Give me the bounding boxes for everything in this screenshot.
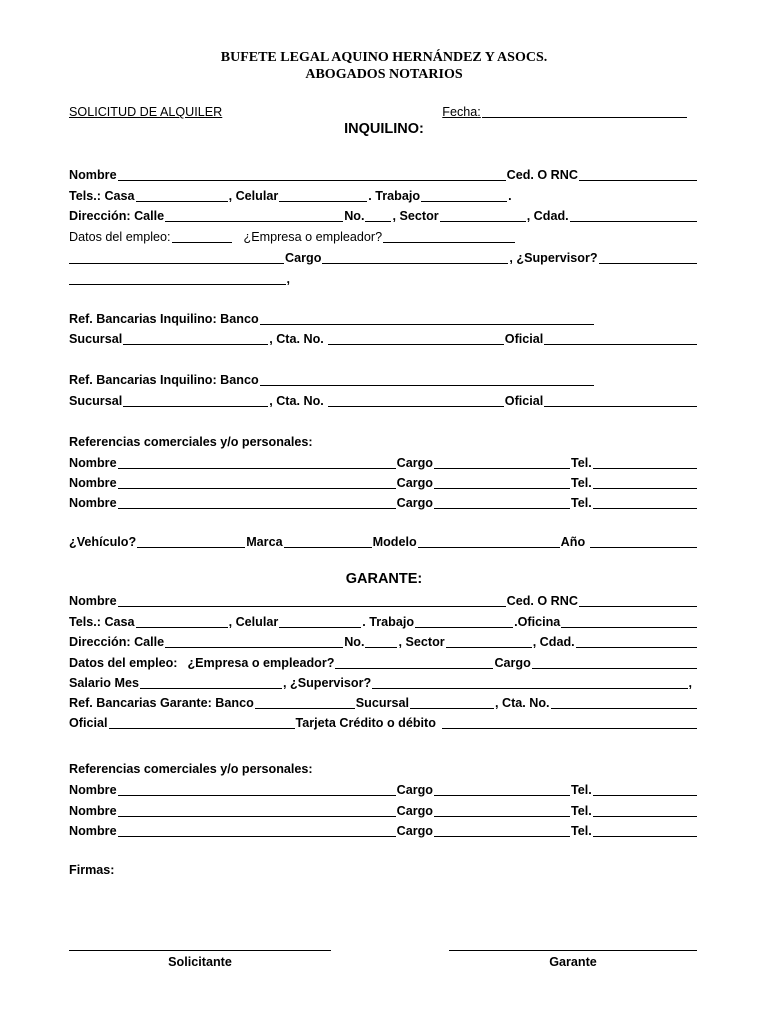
label: Tels.: Casa [69,615,135,629]
label: Nombre [69,804,117,818]
inq-sucursal-1-row [69,328,698,346]
garante-label: Garante [549,955,597,969]
inquilino-heading: INQUILINO: [344,121,424,137]
label: Tel. [570,824,592,838]
inq-vehiculo-row [69,531,698,549]
inq-vehiculo-field[interactable] [137,535,245,548]
label: Año [560,535,586,549]
inq-ref-banc-2-row [69,369,595,387]
gar-ref-tel-field[interactable] [593,804,697,817]
garante-signature-line[interactable] [449,950,697,951]
inq-sucursal-1-field[interactable] [123,332,268,345]
label: Tels.: Casa [69,189,135,203]
inq-supervisor-cont-field[interactable] [69,272,286,285]
label: Nombre [69,476,117,490]
label: Oficial [69,716,108,730]
gar-ref-nombre-field[interactable] [118,804,396,817]
gar-trabajo-field[interactable] [415,615,513,628]
inq-empleo-field[interactable] [172,230,232,243]
label: , Cdad. [526,209,569,223]
label: Tel. [570,804,592,818]
label: , Celular [228,189,279,203]
gar-tarjeta-field[interactable] [442,716,697,729]
gar-ref-nombre-field[interactable] [118,783,396,796]
inq-ced-field[interactable] [579,168,697,181]
garante-heading: GARANTE: [345,571,423,587]
label: , Sector [392,209,439,223]
label: Marca [246,535,283,549]
label: Tel. [570,496,592,510]
label: Modelo [372,535,417,549]
table-row [69,472,698,490]
label: Ced. O RNC [506,594,578,608]
inq-cdad-field[interactable] [570,209,697,222]
inq-ref-nombre-field[interactable] [118,456,396,469]
gar-sector-field[interactable] [446,635,532,648]
label: No. [344,635,365,649]
title-row [69,101,688,119]
inq-empresa-field[interactable] [383,230,515,243]
label: Sucursal [69,394,123,408]
label: Sucursal [355,696,409,710]
gar-oficial-row [69,712,698,730]
inq-banco-2-field[interactable] [260,373,594,386]
gar-cargo-field[interactable] [532,656,697,669]
inq-supervisor-field[interactable] [599,251,697,264]
label: , Cta. No. [494,696,550,710]
inq-oficial-1-field[interactable] [544,332,697,345]
label: Nombre [69,456,117,470]
inq-tels-row [69,185,698,203]
gar-nombre-field[interactable] [118,594,506,607]
inq-ref-nombre-field[interactable] [118,476,396,489]
inq-no-field[interactable] [365,209,391,222]
inq-oficial-2-field[interactable] [544,394,697,407]
inq-supervisor-cont-row [69,268,290,286]
label: . Trabajo [368,189,421,203]
label: Tel. [570,476,592,490]
gar-ref-cargo-field[interactable] [434,824,570,837]
label: Nombre [69,824,117,838]
label: Oficial [504,394,544,408]
label: , ¿Supervisor? [283,676,372,690]
label: Datos del empleo: [69,656,178,670]
label: , Celular [228,615,279,629]
gar-ref-cargo-field[interactable] [434,804,570,817]
label: Tel. [570,783,592,797]
gar-sucursal-field[interactable] [410,696,494,709]
label: No. [344,209,365,223]
inq-marca-field[interactable] [284,535,372,548]
gar-cdad-field[interactable] [576,635,697,648]
firmas-heading [69,859,698,877]
label: ¿Empresa o empleador? [243,230,383,244]
label: Nombre [69,168,117,182]
label: , [688,676,692,690]
label: Nombre [69,783,117,797]
label: Referencias comerciales y/o personales: [69,435,313,449]
solicitante-signature-line[interactable] [69,950,331,951]
inq-ref-tel-field[interactable] [593,476,697,489]
label: Cargo [396,824,433,838]
gar-direccion-row [69,631,698,649]
label: Nombre [69,496,117,510]
gar-ced-field[interactable] [579,594,697,607]
table-row [69,800,698,818]
label: Cargo [396,496,433,510]
gar-ref-tel-field[interactable] [593,783,697,796]
label: Tel. [570,456,592,470]
label: , Cta. No. [269,394,324,408]
gar-salario-field[interactable] [140,676,282,689]
table-row [69,779,698,797]
label: , Cta. No. [269,332,324,346]
label: . [508,189,512,203]
label: Dirección: Calle [69,209,165,223]
label: , Cdad. [532,635,575,649]
inq-anio-field[interactable] [590,535,697,548]
inq-cargo-field[interactable] [322,251,508,264]
label: . Trabajo [362,615,415,629]
inq-sector-field[interactable] [440,209,526,222]
label: Cargo [396,783,433,797]
gar-nombre-row [69,590,698,608]
label: , Sector [398,635,445,649]
table-row [69,452,698,470]
label: Ced. O RNC [506,168,578,182]
inq-nombre-field[interactable] [118,168,506,181]
label: Nombre [69,594,117,608]
gar-celular-field[interactable] [279,615,361,628]
table-row [69,820,698,838]
label: ¿Empresa o empleador? [187,656,335,670]
firm-name: BUFETE LEGAL AQUINO HERNÁNDEZ Y ASOCS. [220,50,548,65]
label: Ref. Bancarias Inquilino: Banco [69,373,259,387]
inq-ref-banc-1-row [69,308,595,326]
gar-no-field[interactable] [365,635,397,648]
inq-trabajo-field[interactable] [421,189,507,202]
inq-nombre-row [69,164,698,182]
label: , [286,272,290,286]
gar-ref-cargo-field[interactable] [434,783,570,796]
gar-salario-row [69,672,692,690]
gar-oficina-field[interactable] [561,615,697,628]
gar-banco-field[interactable] [255,696,355,709]
inq-ref-cargo-field[interactable] [434,496,570,509]
label: Tarjeta Crédito o débito [295,716,436,730]
label: Dirección: Calle [69,635,165,649]
solicitante-label: Solicitante [168,955,232,969]
inq-empleo-row [69,226,516,244]
inq-ref-cargo-field[interactable] [434,476,570,489]
gar-ref-tel-field[interactable] [593,824,697,837]
gar-oficial-field[interactable] [109,716,295,729]
gar-ref-com-heading [69,758,698,776]
gar-empresa-field[interactable] [335,656,493,669]
inq-cta-2-field[interactable] [328,394,504,407]
inq-ref-tel-field[interactable] [593,496,697,509]
inq-banco-1-field[interactable] [260,312,594,325]
gar-supervisor-field[interactable] [372,676,687,689]
inq-cargo-row [69,247,698,265]
gar-ref-nombre-field[interactable] [118,824,396,837]
inq-cta-1-field[interactable] [328,332,504,345]
label: Ref. Bancarias Inquilino: Banco [69,312,259,326]
gar-calle-field[interactable] [165,635,343,648]
inq-ref-nombre-field[interactable] [118,496,396,509]
label: .Oficina [514,615,561,629]
inq-sucursal-2-row [69,390,698,408]
label: Cargo [396,456,433,470]
label: Referencias comerciales y/o personales: [69,762,313,776]
label: Cargo [494,656,531,670]
inq-calle-field[interactable] [165,209,343,222]
inq-ref-cargo-field[interactable] [434,456,570,469]
inq-ref-com-heading [69,431,698,449]
label: Cargo [396,804,433,818]
gar-empleo-row [69,652,698,670]
label: Ref. Bancarias Garante: Banco [69,696,254,710]
label: Sucursal [69,332,123,346]
label: Datos del empleo: [69,230,171,244]
label: Firmas: [69,863,115,877]
inq-direccion-row [69,205,698,223]
fecha-field[interactable] [482,105,687,118]
gar-tels-row [69,611,698,629]
table-row [69,492,698,510]
gar-cta-field[interactable] [551,696,697,709]
inq-sucursal-2-field[interactable] [123,394,268,407]
inq-ref-tel-field[interactable] [593,456,697,469]
label: , ¿Supervisor? [509,251,598,265]
form-title: SOLICITUD DE ALQUILER [69,105,223,119]
gar-ref-banc-row [69,692,698,710]
inq-celular-field[interactable] [279,189,367,202]
label: Cargo [285,251,322,265]
label: Oficial [504,332,544,346]
label: Salario Mes [69,676,139,690]
inq-empresa-cont-field[interactable] [69,251,284,264]
inq-modelo-field[interactable] [418,535,560,548]
label: Cargo [396,476,433,490]
firm-subtitle: ABOGADOS NOTARIOS [305,67,463,82]
inq-casa-field[interactable] [136,189,228,202]
gar-casa-field[interactable] [136,615,228,628]
fecha-label: Fecha: [442,105,481,119]
label: ¿Vehículo? [69,535,137,549]
